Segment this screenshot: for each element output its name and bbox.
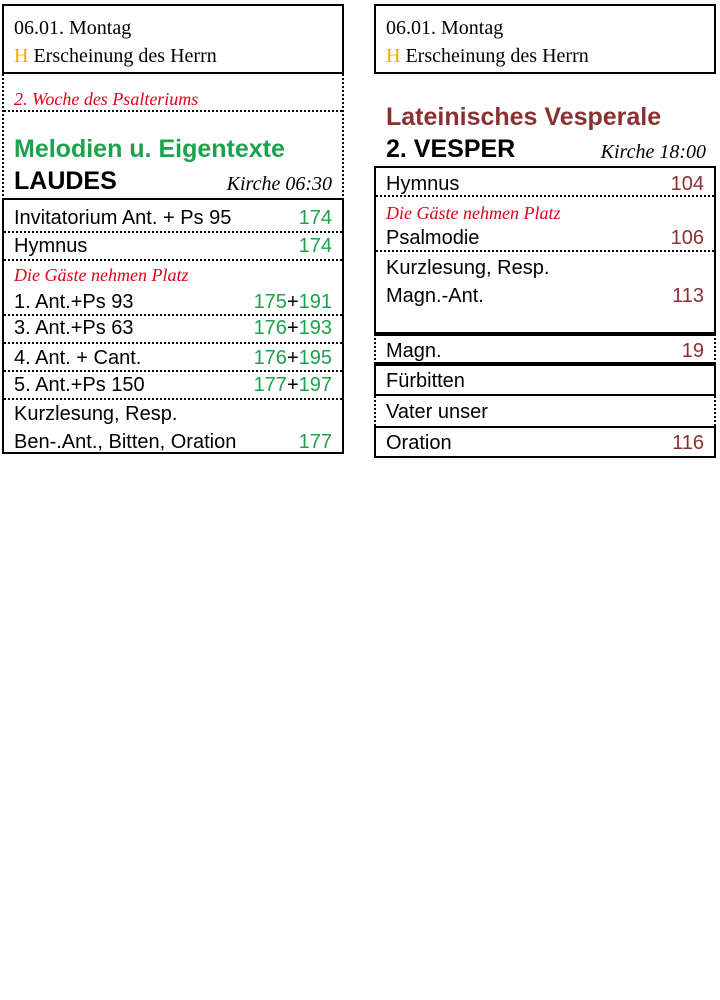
left-date-box xyxy=(2,4,344,74)
vater-unser-box xyxy=(374,396,716,426)
guests-note: Die Gäste nehmen Platz xyxy=(386,203,561,223)
right-date-box xyxy=(374,4,716,74)
list-item: Psalmodie 106 xyxy=(386,227,704,249)
right-feast: Erscheinung des Herrn xyxy=(405,45,589,67)
left-feast-marker: H xyxy=(14,45,29,67)
laudes-items-box xyxy=(2,198,344,454)
list-item: 5. Ant.+Ps 150 177+197 xyxy=(14,374,332,396)
right-feast-marker: H xyxy=(386,45,401,67)
left-feast-line xyxy=(14,44,342,68)
list-item: 3. Ant.+Ps 63 176+193 xyxy=(14,317,332,339)
list-item: Invitatorium Ant. + Ps 95 174 xyxy=(14,207,332,229)
magn-box xyxy=(374,334,716,364)
left-feast: Erscheinung des Herrn xyxy=(33,45,217,67)
left-hour-title: LAUDES xyxy=(14,167,117,195)
right-info-area xyxy=(374,74,716,166)
right-place-time: Kirche 18:00 xyxy=(600,141,706,163)
psalter-week-note: 2. Woche des Psalteriums xyxy=(14,89,199,109)
list-item: Ben-.Ant., Bitten, Oration 177 xyxy=(14,431,332,453)
list-item: Vater unser xyxy=(386,401,488,423)
vesper-column xyxy=(374,4,716,458)
list-item: Magn. 19 xyxy=(386,340,704,362)
left-info-box xyxy=(2,74,344,200)
left-place-time: Kirche 06:30 xyxy=(226,173,332,195)
list-item: 1. Ant.+Ps 93 175+191 xyxy=(14,291,332,313)
right-book-title: Lateinisches Vesperale xyxy=(386,103,662,131)
vesper-items-box xyxy=(374,166,716,334)
left-date: 06.01. Montag xyxy=(14,17,132,39)
right-feast-line xyxy=(386,44,714,68)
fuerbitten-box xyxy=(374,364,716,396)
list-item: Hymnus 104 xyxy=(386,173,704,195)
list-item: Magn.-Ant. 113 xyxy=(386,285,704,307)
left-book-title: Melodien u. Eigentexte xyxy=(14,135,285,163)
laudes-column xyxy=(2,4,344,454)
guests-note: Die Gäste nehmen Platz xyxy=(14,265,189,285)
right-date: 06.01. Montag xyxy=(386,17,504,39)
right-hour-title: 2. VESPER xyxy=(386,135,516,163)
list-item: Fürbitten xyxy=(386,370,465,392)
list-item: Hymnus 174 xyxy=(14,235,332,257)
list-item: Oration 116 xyxy=(386,432,704,454)
list-item: Kurzlesung, Resp. xyxy=(14,403,178,425)
oration-box xyxy=(374,426,716,458)
list-item: Kurzlesung, Resp. xyxy=(386,257,550,279)
list-item: 4. Ant. + Cant. 176+195 xyxy=(14,347,332,369)
